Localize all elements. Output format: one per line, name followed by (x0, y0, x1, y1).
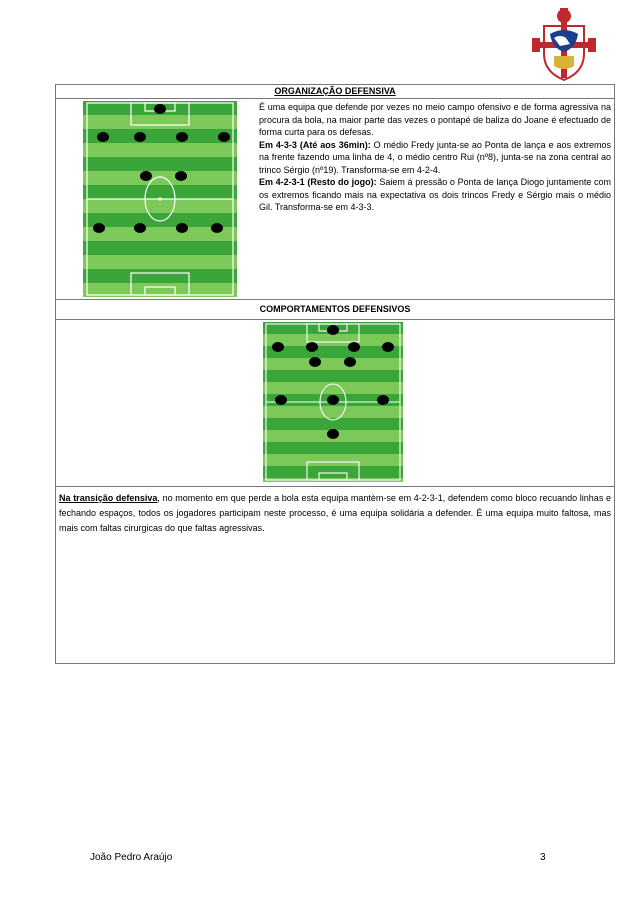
player-dot (154, 104, 166, 114)
player-dot (275, 395, 287, 405)
player-dot (176, 132, 188, 142)
section-title: COMPORTAMENTOS DEFENSIVOS (259, 304, 411, 314)
formation-pitch-diagram (83, 101, 237, 297)
player-dot (97, 132, 109, 142)
player-dot (93, 223, 105, 233)
comportamentos-row (56, 320, 615, 487)
page-number: 3 (540, 852, 546, 863)
section-title: ORGANIZAÇÃO DEFENSIVA (274, 86, 396, 96)
paragraph-intro: É uma equipa que defende por vezes no meio campo ofensivo e de forma agressiva na procura da bola, na maior parte das vezes o pontapé de baliza do Joane é efectuado de forma curta para os defesas. (259, 102, 611, 137)
transition-label: Na transição defensiva (59, 493, 158, 503)
player-dot (134, 223, 146, 233)
section-header-comportamentos (56, 300, 615, 320)
formation-label: Em 4-2-3-1 (Resto do jogo): (259, 177, 377, 187)
formation-text: Saiem á pressão o Ponta de lança Diogo juntamente com os extremos ficando mais na expectativa os dois trincos Fredy e Sérgio mais o médio Gil. Transforma-se em 4-3-3. (259, 177, 611, 212)
player-dot (327, 429, 339, 439)
paragraph-433 (259, 139, 611, 177)
player-dot (175, 171, 187, 181)
player-dot (218, 132, 230, 142)
player-dot (211, 223, 223, 233)
player-dot (327, 325, 339, 335)
section-header-organizacao (56, 85, 615, 99)
player-dot (344, 357, 356, 367)
footer-author: João Pedro Araújo (90, 852, 173, 863)
formation-text: O médio Fredy junta-se ao Ponta de lança e aos extremos na frente fazendo uma linha de 4, o médio centro Rui (nº8), junta-se na zona central ao trinco Sérgio (nº19). Transforma-se em 4-2-4. (259, 139, 611, 175)
player-dot (306, 342, 318, 352)
defensive-shape-pitch-diagram (263, 322, 403, 482)
scouting-table (55, 84, 615, 664)
player-dot (348, 342, 360, 352)
player-dot (382, 342, 394, 352)
formation-label: Em 4-3-3 (Até aos 36min): (259, 139, 371, 150)
player-dot (309, 357, 321, 367)
player-dot (272, 342, 284, 352)
player-dot (377, 395, 389, 405)
player-dot (327, 395, 339, 405)
organizacao-text (259, 101, 611, 214)
organizacao-row (56, 99, 615, 300)
player-dot (140, 171, 152, 181)
paragraph-4231 (259, 176, 611, 214)
transition-text: , no momento em que perde a bola esta equipa mantèm-se em 4-2-3-1, defendem como bloco recuando linhas e fechando espaços, todos os jogadores participam neste processo, é uma equipa solidária a defender. É uma equipa muito faltosa, mas mais com faltas cirurgicas do que faltas agressivas. (59, 493, 612, 533)
player-dot (176, 223, 188, 233)
club-crest-icon (530, 4, 598, 84)
transicao-defensiva-row (56, 487, 615, 664)
player-dot (134, 132, 146, 142)
